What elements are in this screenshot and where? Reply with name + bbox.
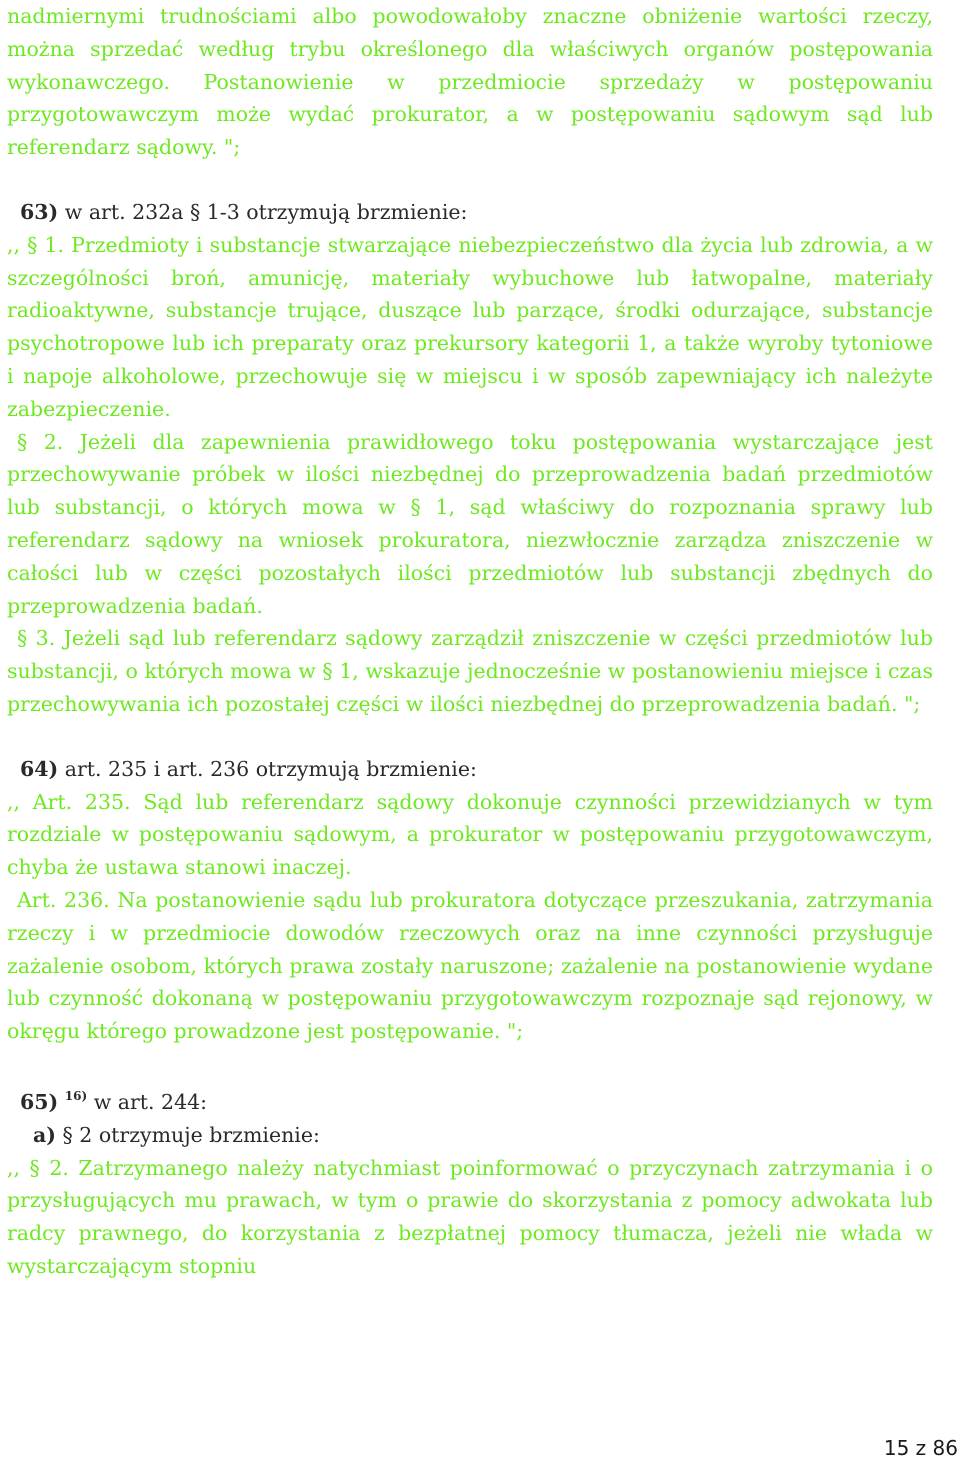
point-text: w art. 244:	[93, 1089, 208, 1114]
heading-subpoint-a	[7, 1119, 933, 1152]
heading-point-63	[7, 196, 933, 229]
heading-point-65	[7, 1080, 933, 1119]
paragraph-art-232a-3: § 3. Jeżeli sąd lub referendarz sądowy zarządził zniszczenie w części przedmiotów lub substancji, o których mowa w § 1, wskazuje jednocześnie w postanowieniu miejsce i czas przechowywania ich pozostałej części w ilości niezbędnej do przeprowadzenia badań. ";	[7, 626, 933, 716]
point-number: 63)	[20, 199, 59, 224]
spacer	[7, 1048, 933, 1080]
point-text: w art. 232a § 1-3 otrzymują brzmienie:	[64, 199, 468, 224]
paragraph-art-236: Art. 236. Na postanowienie sądu lub prokuratora dotyczące przeszukania, zatrzymania rzeczy i w przedmiocie dowodów rzeczowych oraz na inne czynności przysługuje zażalenie osobom, których prawa zostały naruszone; zażalenie na postanowienie wydane lub czynność dokonaną w postępowaniu przygotowawczym rozpoznaje sąd rejonowy, w okręgu którego prowadzone jest postępowanie. ";	[7, 887, 933, 1044]
document-body	[7, 0, 933, 1283]
point-text: art. 235 i art. 236 otrzymują brzmienie:	[64, 756, 477, 781]
paragraph-art-235: ,, Art. 235. Sąd lub referendarz sądowy dokonuje czynności przewidzianych w tym rozdziale w postępowaniu sądowym, a prokurator w postępowaniu przygotowawczym, chyba że ustawa stanowi inaczej.	[7, 789, 933, 880]
subpoint-letter: a)	[33, 1122, 56, 1147]
heading-point-64	[7, 753, 933, 786]
subpoint-text: § 2 otrzymuje brzmienie:	[62, 1122, 320, 1147]
point-number: 64)	[20, 756, 59, 781]
paragraph-art-244-2: ,, § 2. Zatrzymanego należy natychmiast poinformować o przyczynach zatrzymania i o przysługujących mu prawach, w tym o prawie do skorzystania z pomocy adwokata lub radcy prawnego, do korzystania z bezpłatnej pomocy tłumacza, jeżeli nie włada w wystarczającym stopniu	[7, 1155, 933, 1278]
page-number: 15 z 86	[883, 1436, 958, 1460]
spacer	[7, 164, 933, 196]
paragraph-intro: nadmiernymi trudnościami albo powodowałoby znaczne obniżenie wartości rzeczy, można sprzedać według trybu określonego dla właściwych organów postępowania wykonawczego. Postanowienie w przedmiocie sprzedaży w postępowaniu przygotowawczym może wydać prokurator, a w postępowaniu sądowym sąd lub referendarz sądowy. ";	[7, 4, 933, 160]
paragraph-art-232a-1: ,, § 1. Przedmioty i substancje stwarzające niebezpieczeństwo dla życia lub zdrowia, a w szczególności broń, amunicję, materiały wybuchowe lub łatwopalne, materiały radioaktywne, substancje trujące, duszące lub parzące, środki odurzające, substancje psychotropowe lub ich preparaty oraz prekursory kategorii 1, a także wyroby tytoniowe i napoje alkoholowe, przechowuje się w miejscu i w sposób zapewniający ich należyte zabezpieczenie.	[7, 232, 933, 421]
paragraph-art-232a-2: § 2. Jeżeli dla zapewnienia prawidłowego toku postępowania wystarczające jest przechowywanie próbek w ilości niezbędnej do przeprowadzenia badań przedmiotów lub substancji, o których mowa w § 1, sąd właściwy do rozpoznania sprawy lub referendarz sądowy na wniosek prokuratora, niezwłocznie zarządza zniszczenie w całości lub w części pozostałych ilości przedmiotów lub substancji zbędnych do przeprowadzenia badań.	[7, 429, 933, 618]
spacer	[7, 721, 933, 753]
footnote-marker[interactable]: 16)	[64, 1088, 88, 1103]
point-number: 65)	[20, 1089, 59, 1114]
